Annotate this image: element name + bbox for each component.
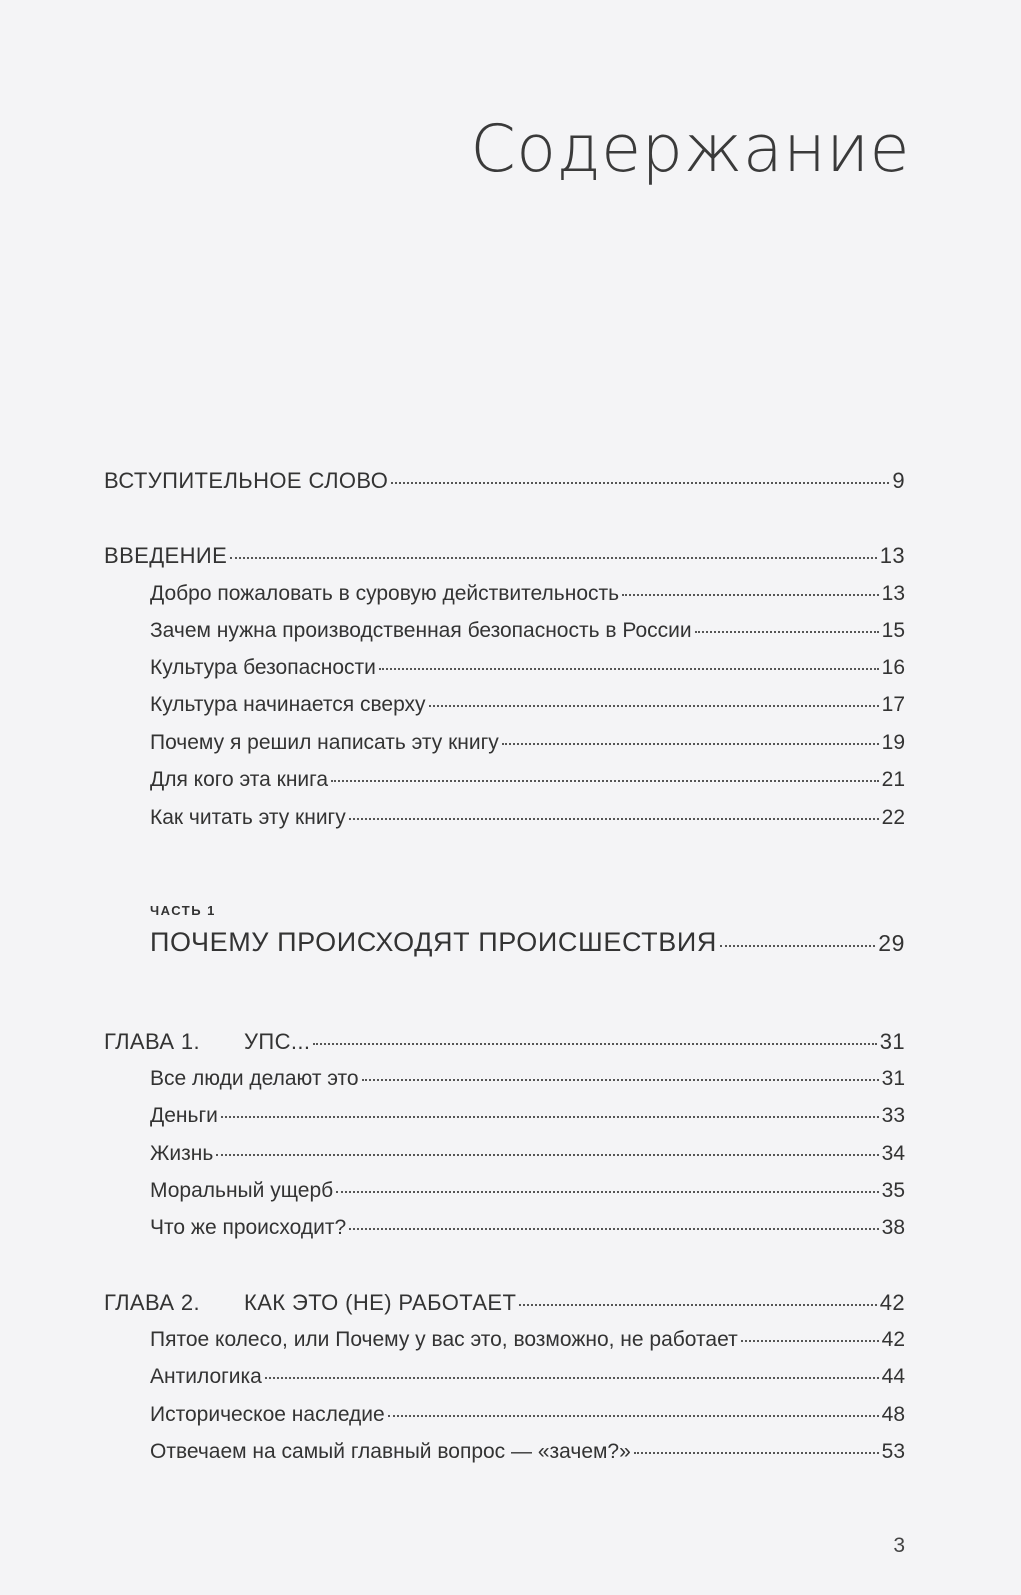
toc-entry-label: Деньги [150, 1104, 218, 1127]
toc-subentry[interactable] [150, 620, 905, 641]
dot-leader [502, 743, 879, 745]
toc-page-number: 42 [879, 1290, 905, 1315]
toc-entry-foreword[interactable] [104, 470, 905, 492]
toc-page-number: 33 [881, 1104, 905, 1127]
toc-page-number: 31 [879, 1029, 905, 1054]
dot-leader [391, 482, 889, 484]
toc-entry-label: Моральный ущерб [150, 1179, 334, 1202]
toc-subentry[interactable] [150, 657, 905, 678]
toc-page-number: 17 [881, 693, 905, 716]
dot-leader [313, 1043, 876, 1045]
toc-subentry[interactable] [150, 1068, 905, 1089]
toc-entry-label: Культура начинается сверху [150, 693, 426, 716]
chapter-title: КАК ЭТО (НЕ) РАБОТАЕТ [244, 1290, 517, 1315]
toc-entry-label: ВВЕДЕНИЕ [104, 543, 228, 568]
toc-page-number: 34 [881, 1142, 905, 1165]
toc-entry-label: Зачем нужна производственная безопасность в России [150, 619, 692, 642]
chapter-title: УПС... [244, 1029, 311, 1054]
toc-entry-label: Жизнь [150, 1142, 214, 1165]
toc-part-title: ПОЧЕМУ ПРОИСХОДЯТ ПРОИСШЕСТВИЯ [150, 927, 717, 957]
toc-subentry[interactable] [150, 1329, 905, 1350]
toc-entry-label: Добро пожаловать в суровую действительность [150, 582, 620, 605]
toc-subentry[interactable] [150, 732, 905, 753]
dot-leader [634, 1452, 879, 1454]
dot-leader [720, 945, 875, 947]
toc-entry-label: Антилогика [150, 1365, 262, 1388]
toc-page-number: 21 [881, 768, 905, 791]
toc-subentry[interactable] [150, 1366, 905, 1387]
page-number: 3 [893, 1534, 905, 1557]
dot-leader [741, 1340, 879, 1342]
toc-entry-label: Отвечаем на самый главный вопрос — «зачем?» [150, 1440, 631, 1463]
toc-subentry[interactable] [150, 1404, 905, 1425]
toc-subentry[interactable] [150, 1180, 905, 1201]
dot-leader [349, 1228, 878, 1230]
dot-leader [695, 631, 879, 633]
toc-subentry[interactable] [150, 1217, 905, 1238]
toc-subentry[interactable] [150, 1441, 905, 1462]
toc-entry-label: Историческое наследие [150, 1403, 385, 1426]
toc-page-number: 35 [881, 1179, 905, 1202]
dot-leader [379, 668, 879, 670]
toc-subentry[interactable] [150, 1105, 905, 1126]
toc-subentry[interactable] [150, 1143, 905, 1164]
toc-page-number: 16 [881, 656, 905, 679]
toc-entry-label: Для кого эта книга [150, 768, 329, 791]
toc-subentry[interactable] [150, 807, 905, 828]
toc-page-number: 53 [881, 1440, 905, 1463]
dot-leader [265, 1377, 879, 1379]
dot-leader [519, 1304, 876, 1306]
dot-leader [230, 557, 877, 559]
toc-entry-label: Пятое колесо, или Почему у вас это, возможно, не работает [150, 1328, 738, 1351]
toc-subentry[interactable] [150, 694, 905, 715]
toc-page-number: 13 [881, 582, 905, 605]
toc-page-number: 9 [892, 468, 905, 493]
toc-page-number: 29 [878, 930, 905, 956]
toc-page-number: 13 [879, 543, 905, 568]
toc-entry-label: Как читать эту книгу [150, 806, 346, 829]
toc-page-number: 19 [881, 731, 905, 754]
toc-entry-label: Все люди делают это [150, 1067, 359, 1090]
toc-page-number: 22 [881, 806, 905, 829]
dot-leader [331, 780, 879, 782]
toc-entry-label: Почему я решил написать эту книгу [150, 731, 499, 754]
toc-page-number: 38 [881, 1216, 905, 1239]
toc-page-number: 15 [881, 619, 905, 642]
chapter-number: ГЛАВА 1. [104, 1029, 201, 1054]
dot-leader [388, 1415, 879, 1417]
toc-page-number: 48 [881, 1403, 905, 1426]
toc-chapter-label [104, 1292, 516, 1314]
dot-leader [336, 1191, 878, 1193]
toc-entry-label: Культура безопасности [150, 656, 376, 679]
toc-page-number: 44 [881, 1365, 905, 1388]
toc-chapter-entry[interactable] [104, 1031, 905, 1053]
dot-leader [622, 594, 879, 596]
toc-entry-introduction[interactable] [104, 545, 905, 567]
toc-part-entry[interactable] [150, 929, 905, 956]
dot-leader [216, 1154, 878, 1156]
toc-chapter-label [104, 1031, 310, 1053]
toc-page-number: 42 [881, 1328, 905, 1351]
toc-page-number: 31 [881, 1067, 905, 1090]
dot-leader [362, 1079, 879, 1081]
toc-subentry[interactable] [150, 583, 905, 604]
page-title: Содержание [470, 112, 910, 187]
dot-leader [429, 705, 879, 707]
toc-entry-label: Что же происходит? [150, 1216, 347, 1239]
dot-leader [221, 1116, 879, 1118]
chapter-number: ГЛАВА 2. [104, 1290, 201, 1315]
toc-chapter-entry[interactable] [104, 1292, 905, 1314]
part-label: ЧАСТЬ 1 [150, 903, 216, 918]
toc-subentry[interactable] [150, 769, 905, 790]
dot-leader [349, 818, 879, 820]
toc-entry-label: ВСТУПИТЕЛЬНОЕ СЛОВО [104, 468, 389, 493]
